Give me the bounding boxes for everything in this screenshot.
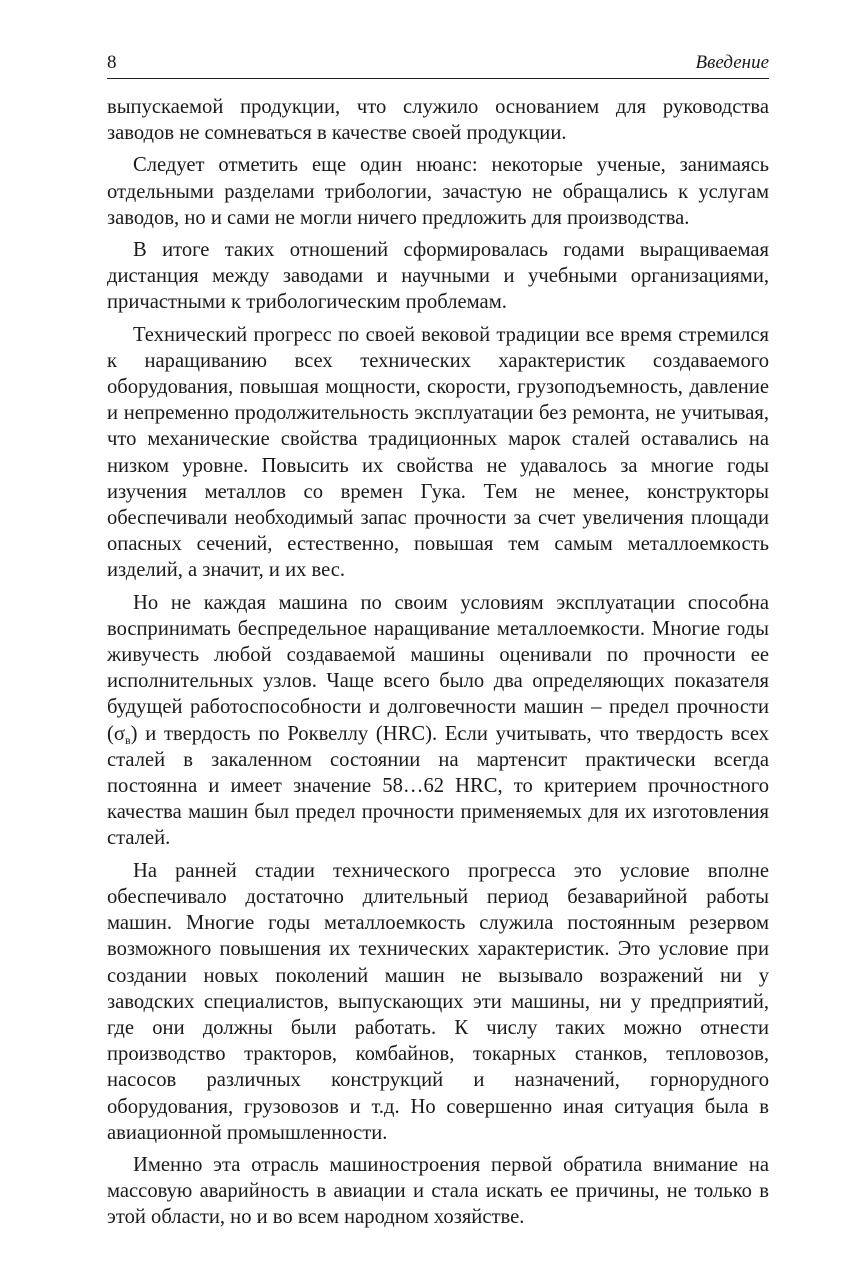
- sigma-subscript: в: [124, 732, 131, 747]
- body-text: [107, 94, 769, 1237]
- paragraph-3: В итоге таких отношений сформировалась годами выращиваемая дистанция между заводами и научными и учебными организациями, причастными к трибологическим проблемам.: [107, 239, 769, 314]
- paragraph-7: Именно эта отрасль машиностроения первой обратила внимание на массовую аварийность в авиации и стала искать ее причины, не только в этой области, но и во всем народном хозяйстве.: [107, 1153, 769, 1229]
- paragraph-5-text-a: Но не каждая машина по своим условиям эксплуатации способна воспринимать беспредельное наращивание металлоемкости. Многие годы живучесть любой создаваемой машины оценивали по прочности ее исполнительных узлов. Чаще всего было два определяющих показателя будущей работоспособности и долговечности машин – предел прочности (σ: [107, 591, 769, 745]
- page-number: 8: [107, 52, 117, 73]
- paragraph-1: выпускаемой продукции, что служило основанием для руководства заводов не сомневаться в качестве своей продукции.: [107, 96, 769, 145]
- paragraph-6: На ранней стадии технического прогресса это условие вполне обеспечивало достаточно длительный период безаварийной работы машин. Многие годы металлоемкость служила постоянным резервом возможного повышения их технических характеристик. Это условие при создании новых поколений машин не вызывало возражений ни у заводских специалистов, выпускающих эти машины, ни у предприятий, где они должны были работать. К числу таких можно отнести производство тракторов, комбайнов, токарных станков, тепловозов, насосов различных конструкций и назначений, горнорудного оборудования, грузовозов и т.д. Но совершенно иная ситуация была в авиационной промышленности.: [107, 859, 769, 1144]
- paragraph-5-text-b: ) и твердость по Роквеллу (HRC). Если учитывать, что твердость всех сталей в закаленном состоянии на мартенсит практически всегда постоянна и имеет значение 58…62 HRC, то критерием прочностного качества машин был предел прочности применяемых для их изготовления сталей.: [107, 722, 769, 850]
- running-header: [107, 52, 769, 79]
- paragraph-5: [107, 590, 769, 852]
- paragraph-2: Следует отметить еще один нюанс: некоторые ученые, занимаясь отдельными разделами трибологии, зачастую не обращались к услугам заводов, но и сами не могли ничего предложить для производства.: [107, 154, 769, 229]
- section-title: Введение: [695, 52, 769, 73]
- paragraph-4: Технический прогресс по своей вековой традиции все время стремился к наращиванию всех технических характеристик создаваемого оборудования, повышая мощности, скорости, грузоподъемность, давление и непременно продолжительность эксплуатации без ремонта, не учитывая, что механические свойства традиционных марок сталей оставались на низком уровне. Повысить их свойства не удавалось за многие годы изучения металлов со времен Гука. Тем не менее, конструкторы обеспечивали необходимый запас прочности за счет увеличения площади опасных сечений, естественно, повышая тем самым металлоемкость изделий, а значит, и их вес.: [107, 323, 769, 582]
